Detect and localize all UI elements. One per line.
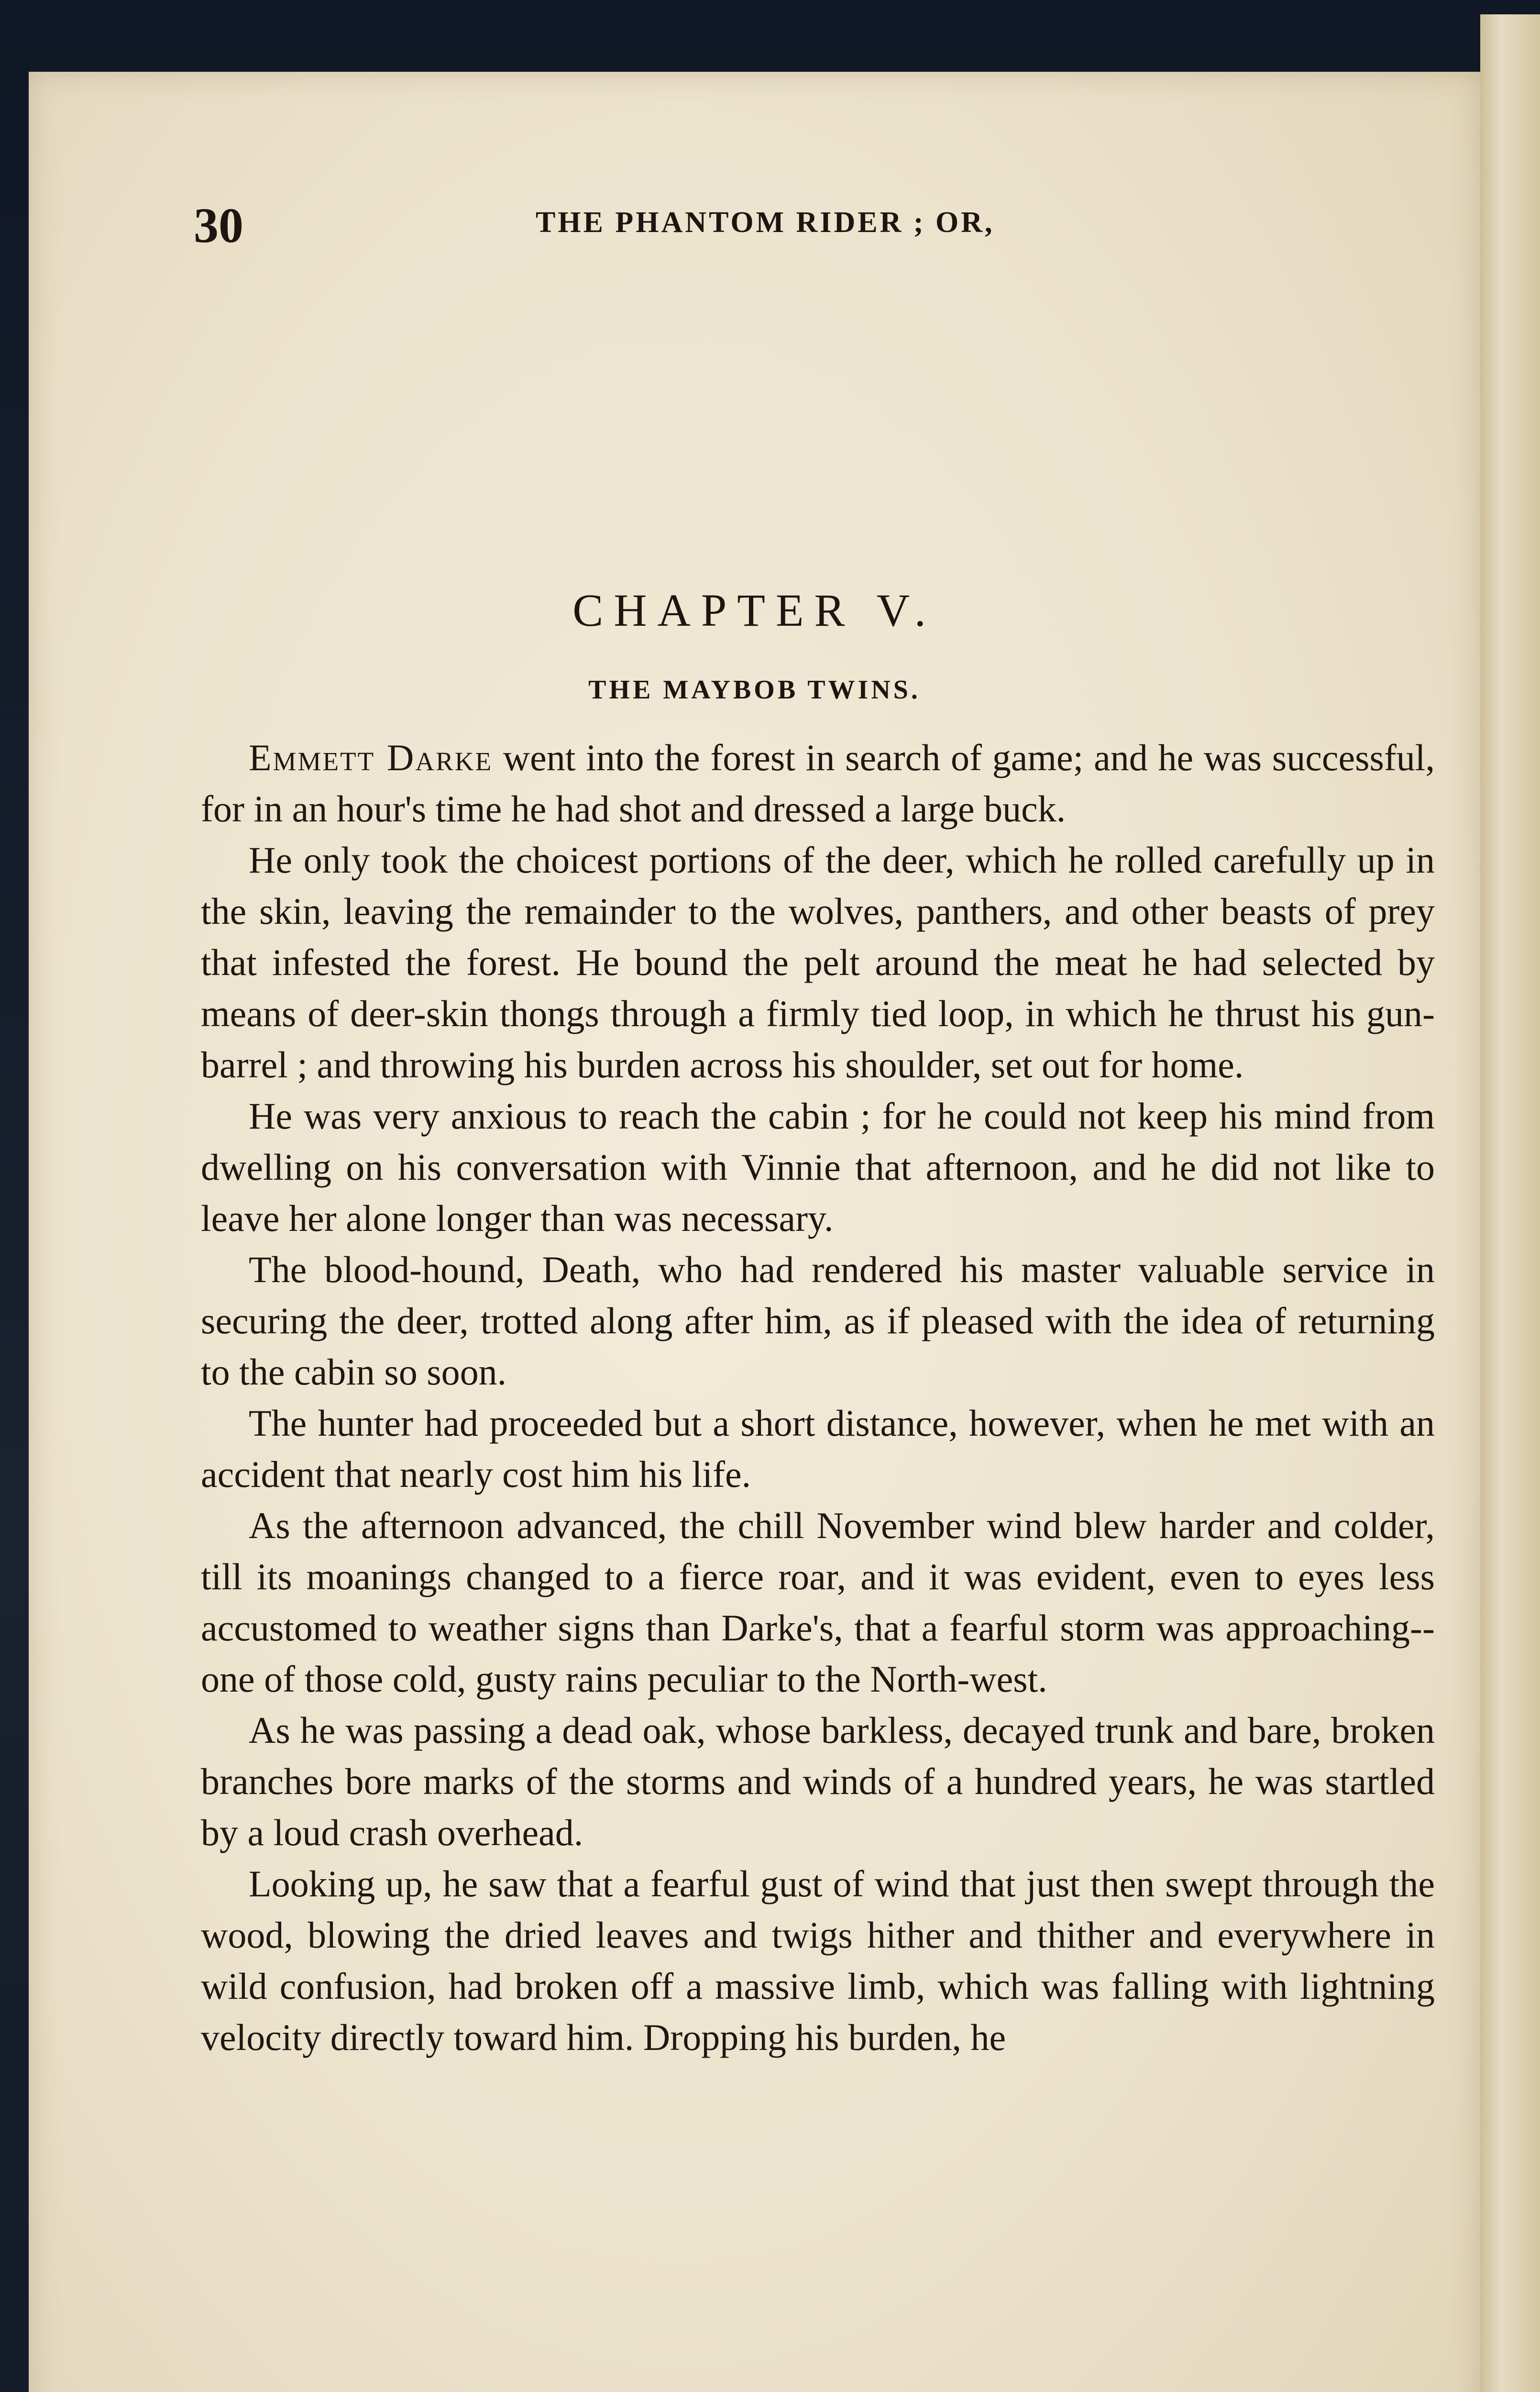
paragraph	[201, 1244, 1435, 1397]
paragraph	[201, 1090, 1435, 1244]
adjacent-page-edge	[1480, 14, 1540, 2392]
paragraph	[201, 1500, 1435, 1705]
paragraph-text: went into the forest in search of game; and he was successful, for in an hour's time he had shot and dressed a large buck.	[201, 737, 1435, 830]
paragraph-text: Looking up, he saw that a fearful gust of wind that just then swept through the wood, blowing the dried leaves and twigs hither and thither and everywhere in wild confusion, had broken off a massive limb, which was falling with lightning velocity directly toward him. Dropping his burden, he	[201, 1863, 1435, 2058]
paragraph-text: He was very anxious to reach the cabin ; for he could not keep his mind from dwelling on his conversation with Vinnie that afternoon, and he did not like to leave her alone longer than was necessary.	[201, 1095, 1435, 1239]
paragraph	[201, 1705, 1435, 1858]
paragraph-lead-name: Emmett Darke	[249, 737, 493, 778]
paragraph-text: As he was passing a dead oak, whose barkless, decayed trunk and bare, broken branches bore marks of the storms and winds of a hundred years, he was startled by a loud crash overhead.	[201, 1709, 1435, 1853]
page-header	[29, 197, 1480, 274]
chapter-title: CHAPTER V.	[572, 585, 936, 636]
paragraph-text: He only took the choicest portions of the deer, which he rolled carefully up in the skin, leaving the remainder to the wolves, panthers, and other beasts of prey that infested the forest. He bound the pelt around the meat he had selected by means of deer-skin thongs through a firmly tied loop, in which he thrust his gun-barrel ; and throwing his burden across his shoulder, set out for home.	[201, 839, 1435, 1085]
paragraph	[201, 1397, 1435, 1500]
paragraph-text: The blood-hound, Death, who had rendered his master valuable service in securing the deer, trotted along after him, as if pleased with the idea of returning to the cabin so soon.	[201, 1249, 1435, 1393]
paragraph	[201, 732, 1435, 834]
paragraph-text: As the afternoon advanced, the chill November wind blew harder and colder, till its moanings changed to a fierce roar, and it was evident, even to eyes less accustomed to weather signs than Darke's, that a fearful storm was approaching-- one of those cold, gusty rains peculiar to the North-west.	[201, 1505, 1435, 1700]
chapter-subtitle: THE MAYBOB TWINS.	[588, 675, 921, 705]
page-number: 30	[194, 198, 243, 253]
paragraph-text: The hunter had proceeded but a short distance, however, when he met with an accident that nearly cost him his life.	[201, 1402, 1435, 1495]
book-page	[29, 72, 1480, 2392]
running-head: THE PHANTOM RIDER ; OR,	[536, 206, 995, 239]
paragraph	[201, 834, 1435, 1090]
paragraph	[201, 1858, 1435, 2063]
body-text	[201, 732, 1435, 2063]
